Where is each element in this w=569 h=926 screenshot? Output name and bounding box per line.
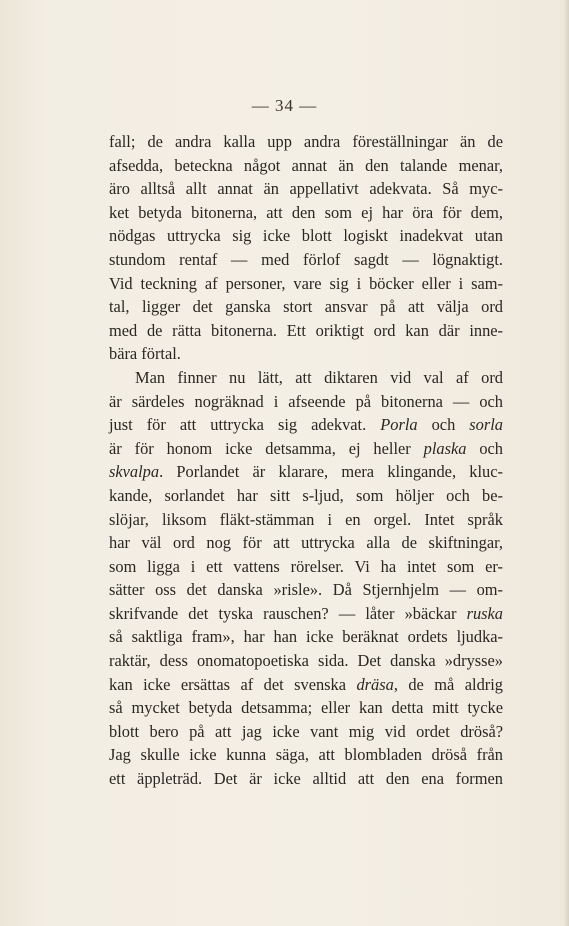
text-run: och xyxy=(466,438,503,458)
text-run: med de rätta bitonerna. Ett oriktigt ord kan där inne- xyxy=(109,320,503,340)
text-run: . Porlandet är klarare, mera klingande, kluc- xyxy=(159,462,503,482)
text-line xyxy=(109,720,503,744)
page-number: — 34 — xyxy=(251,96,318,115)
text-run: bära förtal. xyxy=(109,344,181,364)
page-edge-shadow xyxy=(563,0,569,926)
text-line xyxy=(109,508,503,532)
text-run: sätter oss det danska »risle». Då Stjernhjelm — om- xyxy=(109,580,503,600)
text-line xyxy=(109,531,503,555)
text-run: just för att uttrycka sig adekvat. xyxy=(109,415,381,435)
italic-word: sorla xyxy=(469,415,503,435)
text-line xyxy=(109,578,503,602)
text-run: ett äppleträd. Det är icke alltid att den ena formen xyxy=(109,769,503,789)
italic-word: dräsa xyxy=(356,674,394,694)
text-line xyxy=(109,154,503,178)
text-line xyxy=(109,295,503,319)
text-run: nödgas uttrycka sig icke blott logiskt inadekvat utan xyxy=(109,226,503,246)
text-line xyxy=(109,413,503,437)
italic-word: plaska xyxy=(423,438,467,458)
text-line xyxy=(109,272,503,296)
text-line xyxy=(109,201,503,225)
body-text xyxy=(109,130,503,791)
text-run: kan icke ersättas af det svenska xyxy=(109,674,357,694)
text-run: så saktliga fram», har han icke beräknat ordets ljudka- xyxy=(109,627,503,647)
text-run: har väl ord nog för att uttrycka alla de skiftningar, xyxy=(109,533,503,553)
text-line xyxy=(109,767,503,791)
italic-word: skvalpa xyxy=(109,462,160,482)
text-run: tal, ligger det ganska stort ansvar på att välja ord xyxy=(109,297,503,317)
text-line xyxy=(109,130,503,154)
text-run: Man finner nu lätt, att diktaren vid val af ord xyxy=(135,367,503,387)
text-line xyxy=(109,673,503,697)
text-run: Jag skulle icke kunna säga, att blombladen dröså från xyxy=(109,745,503,765)
text-run: så mycket betyda detsamma; eller kan detta mitt tycke xyxy=(109,698,503,718)
text-line xyxy=(109,366,503,390)
text-run: är särdeles nogräknad i afseende på bitonerna — och xyxy=(109,391,503,411)
text-run: ket betyda bitonerna, att den som ej har öra för dem, xyxy=(109,202,503,222)
text-run: kande, sorlandet har sitt s-ljud, som höljer och be- xyxy=(109,485,503,505)
text-run: fall; de andra kalla upp andra föreställningar än de xyxy=(109,132,503,151)
text-run: skrifvande det tyska rauschen? — låter »bäckar xyxy=(109,603,467,623)
text-line xyxy=(109,319,503,343)
text-run: blott bero på att jag icke vant mig vid ordet dröså? xyxy=(109,721,503,741)
text-line xyxy=(109,177,503,201)
text-line xyxy=(109,602,503,626)
text-run: stundom rentaf — med förlof sagdt — lögnaktigt. xyxy=(109,249,503,269)
text-run: afsedda, beteckna något annat än den talande menar, xyxy=(109,155,503,175)
text-run: äro alltså allt annat än appellativt adekvata. Så myc- xyxy=(109,179,503,199)
text-line xyxy=(109,437,503,461)
text-line xyxy=(109,248,503,272)
text-line xyxy=(109,696,503,720)
text-line xyxy=(109,555,503,579)
text-run: som ligga i ett vattens rörelser. Vi ha intet som er- xyxy=(109,556,503,576)
text-line xyxy=(109,390,503,414)
text-line xyxy=(109,743,503,767)
italic-word: ruska xyxy=(466,603,503,623)
text-run: slöjar, liksom fläkt-stämman i en orgel. Intet språk xyxy=(109,509,503,529)
text-run: , de må aldrig xyxy=(393,674,503,694)
text-run: Vid teckning af personer, vare sig i böcker eller i sam- xyxy=(109,273,503,293)
text-run: och xyxy=(417,415,470,435)
text-run: raktär, dess onomatopoetiska sida. Det danska »drysse» xyxy=(109,651,503,671)
text-line xyxy=(109,342,503,366)
italic-word: Porla xyxy=(380,415,418,435)
text-line xyxy=(109,625,503,649)
text-line xyxy=(109,460,503,484)
text-run: är för honom icke detsamma, ej heller xyxy=(109,438,424,458)
text-line xyxy=(109,224,503,248)
text-line xyxy=(109,484,503,508)
text-line xyxy=(109,649,503,673)
